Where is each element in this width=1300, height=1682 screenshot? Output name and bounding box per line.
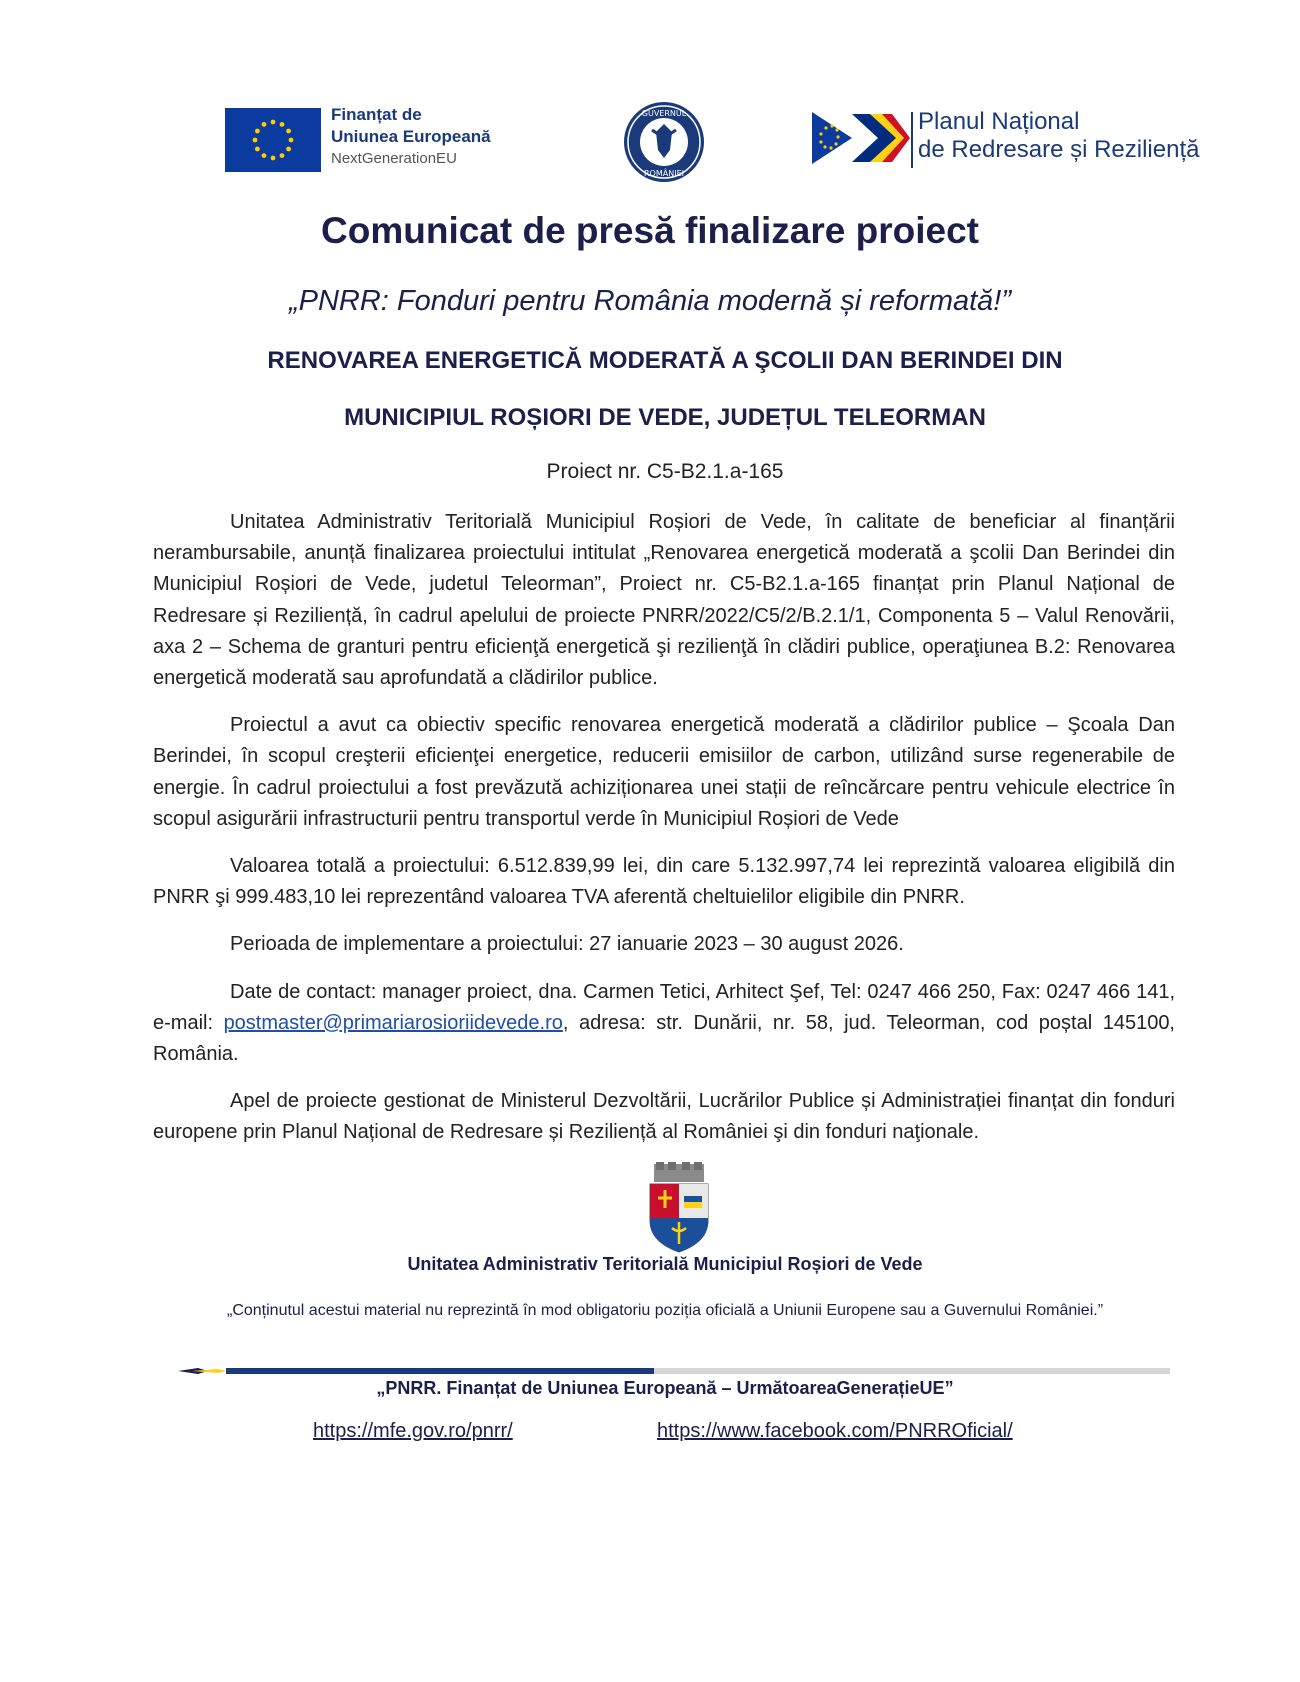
contact-text: Date de contact: manager proiect, dna. Carmen Tetici, Arhitect Şef, Tel: 0247 466 250, Fax: 0247 466 141, e-mail: [153, 980, 1175, 1034]
eu-funding-line3: NextGenerationEU [331, 150, 457, 167]
municipality-crest-icon [646, 1162, 712, 1254]
eu-funding-line2: Uniunea Europeană [331, 127, 491, 146]
project-title-line2: MUNICIPIUL ROȘIORI DE VEDE, JUDEȚUL TELEORMAN [344, 404, 986, 431]
page-subtitle: „PNRR: Fonduri pentru România modernă și reformată!” [288, 285, 1012, 317]
pnrr-logo-text [918, 108, 1238, 164]
project-title-line1: RENOVAREA ENERGETICĂ MODERATĂ A ŞCOLII DAN BERINDEI DIN [267, 347, 1063, 374]
press-release-body [153, 507, 1175, 1165]
paragraph-value: Valoarea totală a proiectului: 6.512.839,99 lei, din care 5.132.997,74 lei reprezintă valoarea eligibilă din PNRR şi 999.483,10 lei reprezentând valoarea TVA aferentă cheltuielilor eligibile din PNRR. [153, 855, 1175, 909]
pnrr-slogan: „PNRR. Finanțat de Uniunea Europeană – UrmătoareaGenerațieUE” [376, 1378, 954, 1398]
svg-text:ROMÂNIEI: ROMÂNIEI [644, 169, 684, 178]
facebook-pnrr-link[interactable]: https://www.facebook.com/PNRROficial/ [657, 1420, 1013, 1442]
header-logos [0, 100, 1300, 190]
romanian-government-seal-icon [622, 100, 706, 184]
pnrr-logo-line2: de Redresare și Reziliență [918, 136, 1200, 163]
disclaimer: „Conținutul acestui material nu reprezintă în mod obligatoriu poziția oficială a Uniunii Europene sau a Guvernului României.” [226, 1302, 1104, 1319]
eu-funding-line1: Finanțat de [331, 105, 422, 124]
page-title: Comunicat de presă finalizare proiect [321, 210, 979, 251]
paragraph-beneficiary: Unitatea Administrativ Teritorială Municipiul Roșiori de Vede, în calitate de beneficiar al finanțării nerambursabile, anunță finalizarea proiectului intitulat „Renovarea energetică moderată a şcolii Dan Berindei din Municipiul Roșiori de Vede, judetul Teleorman”, Proiect nr. C5-B2.1.a-165 finanțat prin Planul Național de Redresare și Reziliență, în cadrul apelului de proiecte PNRR/2022/C5/2/B.2.1/1, Componenta 5 – Valul Renovării, axa 2 – Schema de granturi pentru eficienţă energetică şi rezilienţă în clădiri publice, operaţiunea B.2: Renovarea energetică moderată sau aprofundată a clădirilor publice. [153, 511, 1175, 690]
mfe-pnrr-link[interactable]: https://mfe.gov.ro/pnrr/ [313, 1420, 513, 1442]
paragraph-contact [153, 977, 1175, 1071]
pnrr-logo-line1: Planul Național [918, 108, 1080, 135]
eu-flag-icon [225, 108, 321, 172]
paragraph-period: Perioada de implementare a proiectului: 27 ianuarie 2023 – 30 august 2026. [230, 933, 904, 956]
contact-address: , adresa: str. Dunării, nr. 58, jud. Teleorman, cod poștal 145100, România. [153, 1011, 1175, 1066]
contact-email-link[interactable]: postmaster@primariarosioriidevede.ro [223, 1011, 563, 1034]
paragraph-call: Apel de proiecte gestionat de Ministerul Dezvoltării, Lucrărilor Publice și Administrației finanțat din fonduri europene prin Planul Național de Redresare și Reziliență al României şi din fonduri naţionale. [153, 1090, 1175, 1144]
pnrr-divider [911, 112, 913, 168]
eu-stars [225, 108, 321, 172]
footer-bar [178, 1362, 1170, 1370]
project-number: Proiect nr. C5-B2.1.a-165 [546, 460, 784, 483]
pnrr-logo-icon [812, 110, 922, 166]
svg-text:GUVERNUL: GUVERNUL [641, 109, 687, 118]
paragraph-objective: Proiectul a avut ca obiectiv specific renovarea energetică moderată a clădirilor publice – Şcoala Dan Berindei, în scopul creşterii eficienţei energetice, reducerii emisiilor de carbon, utilizând surse regenerabile de energie. În cadrul proiectului a fost prevăzută achiziționarea unei stații de reîncărcare pentru vehicule electrice în scopul asigurării infrastructurii pentru transportul verde în Municipiul Roșiori de Vede [153, 714, 1175, 830]
municipality-name: Unitatea Administrativ Teritorială Municipiul Roșiori de Vede [407, 1254, 923, 1274]
eu-funding-label [331, 104, 531, 170]
